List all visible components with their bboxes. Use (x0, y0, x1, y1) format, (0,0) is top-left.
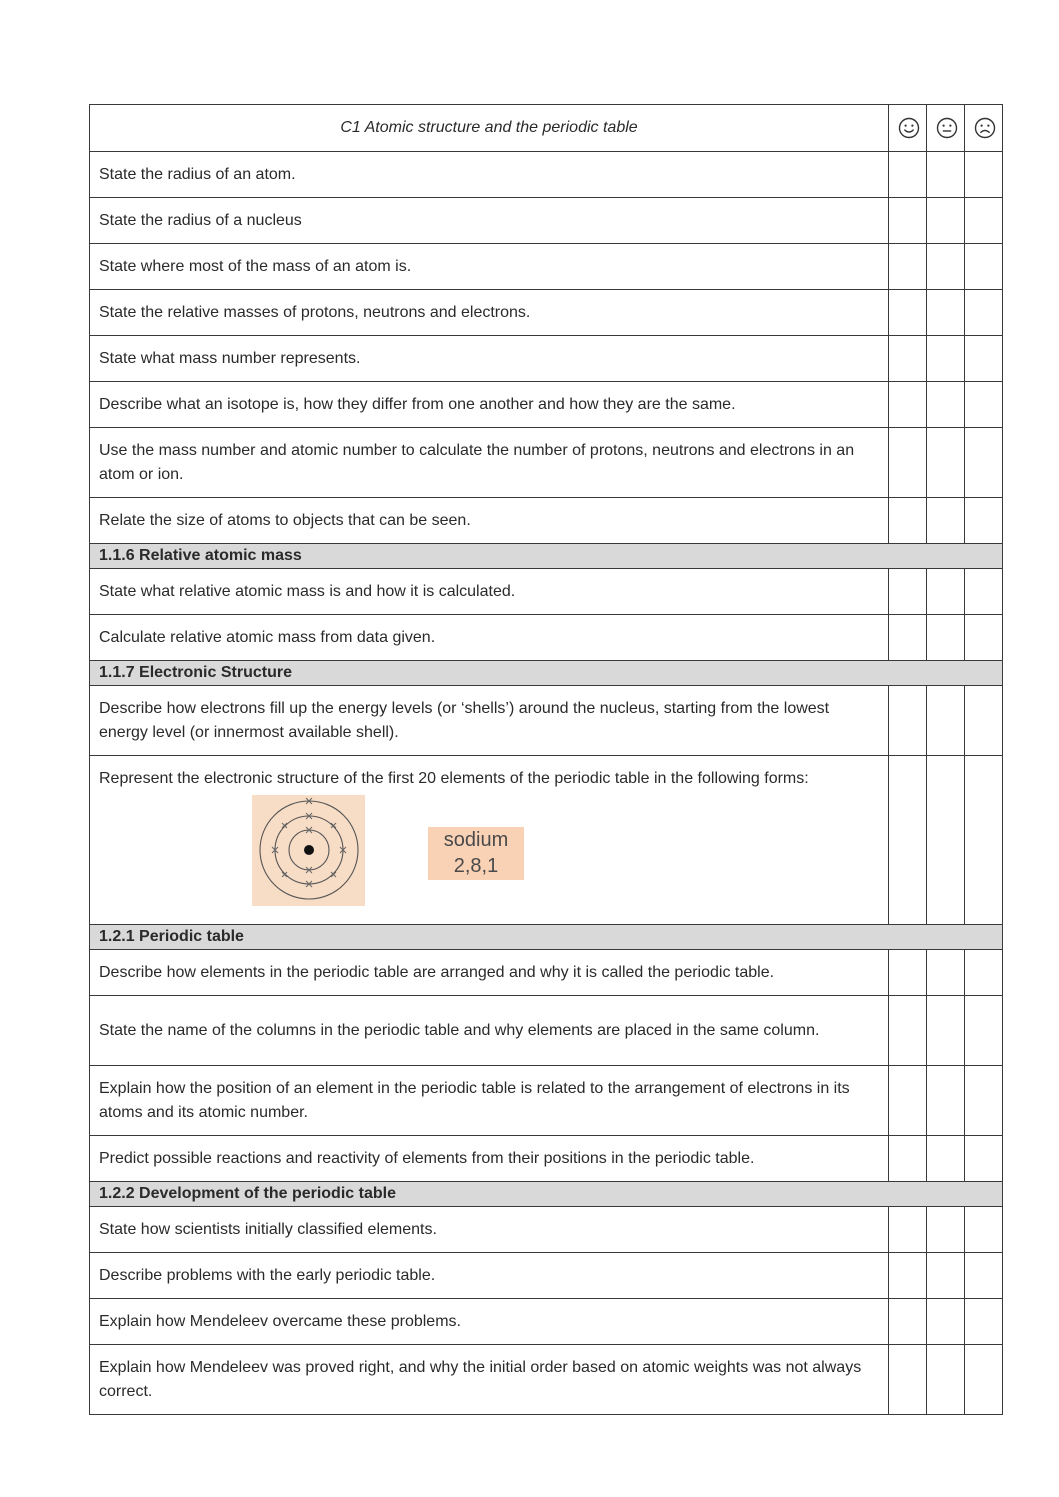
happy-cell[interactable] (889, 290, 927, 336)
neutral-cell[interactable] (927, 498, 965, 544)
statement-text: Describe problems with the early periodic table. (90, 1253, 889, 1299)
sad-cell[interactable] (965, 1136, 1003, 1182)
sad-cell[interactable] (965, 1207, 1003, 1253)
sad-cell[interactable] (965, 1253, 1003, 1299)
statement-text: State what relative atomic mass is and how it is calculated. (90, 569, 889, 615)
happy-cell[interactable] (889, 244, 927, 290)
neutral-cell[interactable] (927, 1299, 965, 1345)
sad-cell[interactable] (965, 382, 1003, 428)
checklist-row (90, 290, 1003, 336)
sad-column-header (965, 105, 1003, 152)
statement-text: State the radius of a nucleus (90, 198, 889, 244)
statement-text: Describe how elements in the periodic table are arranged and why it is called the periodic table. (90, 950, 889, 996)
happy-column-header (889, 105, 927, 152)
smiley-sad-icon (974, 117, 996, 139)
section-heading: 1.2.1 Periodic table (90, 925, 1003, 950)
smiley-neutral-icon (936, 117, 958, 139)
checklist-row (90, 428, 1003, 498)
statement-text: Use the mass number and atomic number to calculate the number of protons, neutrons and electrons in an atom or ion. (90, 428, 889, 498)
section-heading: 1.2.2 Development of the periodic table (90, 1182, 1003, 1207)
section-heading: 1.1.6 Relative atomic mass (90, 544, 1003, 569)
statement-text: State the radius of an atom. (90, 152, 889, 198)
statement-cell-with-figures (90, 756, 889, 925)
statement-text: State how scientists initially classified elements. (90, 1207, 889, 1253)
title-row (90, 105, 1003, 152)
neutral-cell[interactable] (927, 1345, 965, 1415)
neutral-cell[interactable] (927, 1253, 965, 1299)
sad-cell[interactable] (965, 336, 1003, 382)
happy-cell[interactable] (889, 569, 927, 615)
neutral-cell[interactable] (927, 428, 965, 498)
section-heading: 1.1.7 Electronic Structure (90, 661, 1003, 686)
neutral-cell[interactable] (927, 569, 965, 615)
neutral-cell[interactable] (927, 686, 965, 756)
sad-cell[interactable] (965, 686, 1003, 756)
happy-cell[interactable] (889, 1253, 927, 1299)
happy-cell[interactable] (889, 996, 927, 1066)
happy-cell[interactable] (889, 1066, 927, 1136)
sad-cell[interactable] (965, 569, 1003, 615)
happy-cell[interactable] (889, 152, 927, 198)
happy-cell[interactable] (889, 686, 927, 756)
checklist-row (90, 1207, 1003, 1253)
sad-cell[interactable] (965, 198, 1003, 244)
statement-text: Represent the electronic structure of the first 20 elements of the periodic table in the following forms: (99, 770, 809, 787)
neutral-cell[interactable] (927, 336, 965, 382)
sad-cell[interactable] (965, 152, 1003, 198)
atom-shell-diagram (252, 795, 365, 906)
checklist-row (90, 1299, 1003, 1345)
checklist-row (90, 686, 1003, 756)
sad-cell[interactable] (965, 1345, 1003, 1415)
happy-cell[interactable] (889, 1345, 927, 1415)
checklist-row (90, 198, 1003, 244)
neutral-cell[interactable] (927, 152, 965, 198)
section-header-row (90, 544, 1003, 569)
sad-cell[interactable] (965, 996, 1003, 1066)
sad-cell[interactable] (965, 498, 1003, 544)
checklist-row (90, 950, 1003, 996)
neutral-column-header (927, 105, 965, 152)
happy-cell[interactable] (889, 198, 927, 244)
section-header-row (90, 925, 1003, 950)
happy-cell[interactable] (889, 382, 927, 428)
statement-text: Explain how Mendeleev was proved right, and why the initial order based on atomic weights was not always correct. (90, 1345, 889, 1415)
happy-cell[interactable] (889, 1207, 927, 1253)
sad-cell[interactable] (965, 290, 1003, 336)
neutral-cell[interactable] (927, 996, 965, 1066)
sad-cell[interactable] (965, 756, 1003, 925)
checklist-row (90, 336, 1003, 382)
statement-text: Explain how Mendeleev overcame these problems. (90, 1299, 889, 1345)
checklist-row (90, 615, 1003, 661)
neutral-cell[interactable] (927, 615, 965, 661)
happy-cell[interactable] (889, 428, 927, 498)
statement-text: Describe what an isotope is, how they differ from one another and how they are the same. (90, 382, 889, 428)
element-name: sodium (443, 829, 509, 851)
statement-text: State where most of the mass of an atom is. (90, 244, 889, 290)
happy-cell[interactable] (889, 950, 927, 996)
happy-cell[interactable] (889, 756, 927, 925)
sad-cell[interactable] (965, 615, 1003, 661)
checklist-row (90, 1345, 1003, 1415)
checklist-row (90, 569, 1003, 615)
smiley-happy-icon (898, 117, 920, 139)
neutral-cell[interactable] (927, 1136, 965, 1182)
checklist-row (90, 1136, 1003, 1182)
page-title: C1 Atomic structure and the periodic table (90, 105, 889, 152)
checklist-table (89, 104, 1003, 1415)
sad-cell[interactable] (965, 428, 1003, 498)
neutral-cell[interactable] (927, 290, 965, 336)
neutral-cell[interactable] (927, 1066, 965, 1136)
checklist-row (90, 996, 1003, 1066)
neutral-cell[interactable] (927, 382, 965, 428)
checklist-row (90, 498, 1003, 544)
statement-text: Relate the size of atoms to objects that can be seen. (90, 498, 889, 544)
neutral-cell[interactable] (927, 1207, 965, 1253)
happy-cell[interactable] (889, 1299, 927, 1345)
statement-text: State what mass number represents. (90, 336, 889, 382)
checklist-row (90, 152, 1003, 198)
example-figures (99, 791, 879, 903)
sad-cell[interactable] (965, 244, 1003, 290)
section-header-row (90, 1182, 1003, 1207)
section-header-row (90, 661, 1003, 686)
sad-cell[interactable] (965, 1066, 1003, 1136)
neutral-cell[interactable] (927, 950, 965, 996)
neutral-cell[interactable] (927, 244, 965, 290)
statement-text: Explain how the position of an element in the periodic table is related to the arrangement of electrons in its atoms and its atomic number. (90, 1066, 889, 1136)
statement-text: Describe how electrons fill up the energy levels (or ‘shells’) around the nucleus, starting from the lowest energy level (or innermost available shell). (90, 686, 889, 756)
checklist-row (90, 1066, 1003, 1136)
checklist-row (90, 1253, 1003, 1299)
happy-cell[interactable] (889, 498, 927, 544)
happy-cell[interactable] (889, 615, 927, 661)
statement-text: State the relative masses of protons, neutrons and electrons. (90, 290, 889, 336)
electron-configuration-box (428, 827, 524, 880)
sad-cell[interactable] (965, 1299, 1003, 1345)
bohr-atom-diagram (252, 795, 365, 906)
checklist-row (90, 382, 1003, 428)
electron-configuration: 2,8,1 (453, 855, 499, 877)
sad-cell[interactable] (965, 950, 1003, 996)
neutral-cell[interactable] (927, 198, 965, 244)
statement-text: Calculate relative atomic mass from data given. (90, 615, 889, 661)
checklist-row (90, 244, 1003, 290)
statement-text: State the name of the columns in the periodic table and why elements are placed in the same column. (90, 996, 889, 1066)
statement-text: Predict possible reactions and reactivity of elements from their positions in the periodic table. (90, 1136, 889, 1182)
happy-cell[interactable] (889, 336, 927, 382)
neutral-cell[interactable] (927, 756, 965, 925)
checklist-row (90, 756, 1003, 925)
happy-cell[interactable] (889, 1136, 927, 1182)
